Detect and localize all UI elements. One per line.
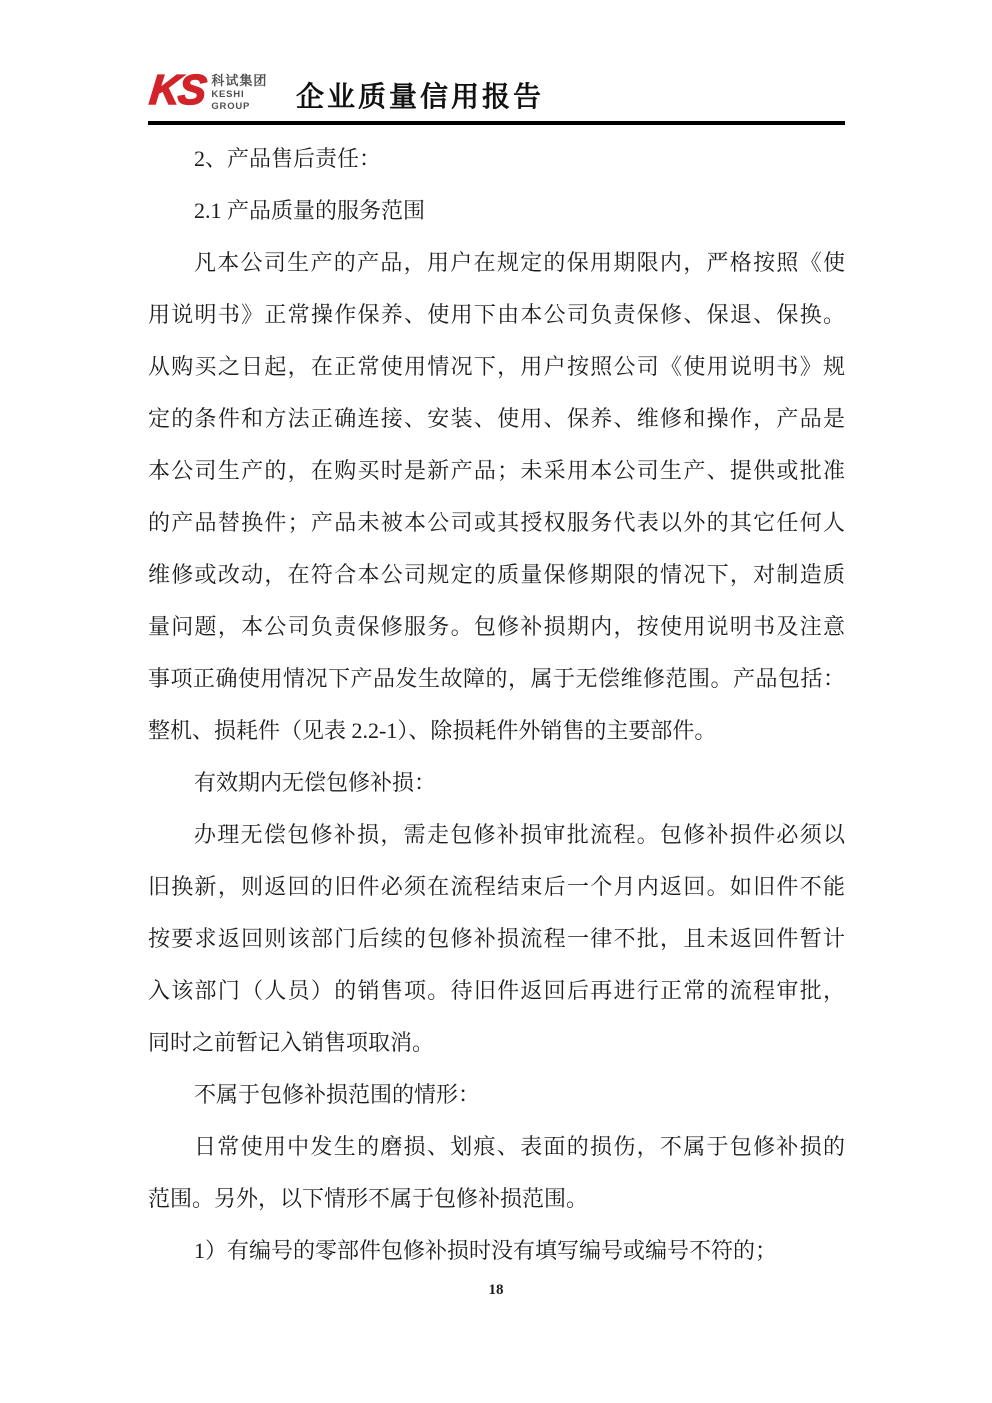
document-body	[148, 133, 845, 1277]
text-line: 同时之前暂记入销售项取消。	[148, 1030, 435, 1055]
page-number: 18	[488, 1282, 504, 1298]
logo-text-block	[211, 74, 267, 111]
text-line: 定的条件和方法正确连接、安装、使用、保养、维修和操作，产品是	[148, 406, 845, 431]
text-line: 入该部门（人员）的销售项。待旧件返回后再进行正常的流程审批，	[148, 978, 845, 1003]
page-footer	[0, 1281, 992, 1299]
text-line: 2、产品售后责任：	[194, 146, 382, 171]
text-line: 的产品替换件；产品未被本公司或其授权服务代表以外的其它任何人	[148, 510, 845, 535]
text-line: 从购买之日起，在正常使用情况下，用户按照公司《使用说明书》规	[148, 354, 845, 379]
text-line: 事项正确使用情况下产品发生故障的，属于无偿维修范围。产品包括：	[148, 666, 845, 691]
text-line: 维修或改动，在符合本公司规定的质量保修期限的情况下，对制造质	[148, 562, 845, 587]
logo-company-name-en-line1: KESHI	[211, 89, 245, 100]
header-rule	[148, 121, 845, 125]
text-line: 范围。另外，以下情形不属于包修补损范围。	[148, 1186, 589, 1211]
text-line: 不属于包修补损范围的情形：	[194, 1082, 481, 1107]
logo-company-name-cn: 科试集团	[211, 73, 268, 88]
text-line: 本公司生产的，在购买时是新产品；未采用本公司生产、提供或批准	[148, 458, 845, 483]
text-line: 办理无偿包修补损，需走包修补损审批流程。包修补损件必须以	[194, 822, 845, 847]
keshi-group-logo	[147, 66, 268, 113]
text-line: 整机、损耗件（见表 2.2-1）、除损耗件外销售的主要部件。	[148, 718, 717, 743]
logo-company-name-en-line2: GROUP	[211, 100, 251, 112]
page-header	[0, 0, 992, 130]
text-line: 凡本公司生产的产品，用户在规定的保用期限内，严格按照《使	[194, 250, 845, 275]
text-line: 2.1 产品质量的服务范围	[194, 198, 426, 223]
text-line: 按要求返回则该部门后续的包修补损流程一律不批，且未返回件暂计	[148, 926, 845, 951]
text-line: 旧换新，则返回的旧件必须在流程结束后一个月内返回。如旧件不能	[148, 874, 845, 899]
ks-logo-mark: KS	[147, 66, 207, 113]
report-title: 企业质量信用报告	[296, 82, 545, 113]
text-line: 1）有编号的零部件包修补损时没有填写编号或编号不符的；	[194, 1238, 778, 1263]
text-line: 量问题，本公司负责保修服务。包修补损期内，按使用说明书及注意	[148, 614, 845, 639]
text-line: 有效期内无偿包修补损：	[194, 770, 437, 795]
text-line: 用说明书》正常操作保养、使用下由本公司负责保修、保退、保换。	[148, 302, 845, 327]
text-line: 日常使用中发生的磨损、划痕、表面的损伤，不属于包修补损的	[194, 1134, 845, 1159]
